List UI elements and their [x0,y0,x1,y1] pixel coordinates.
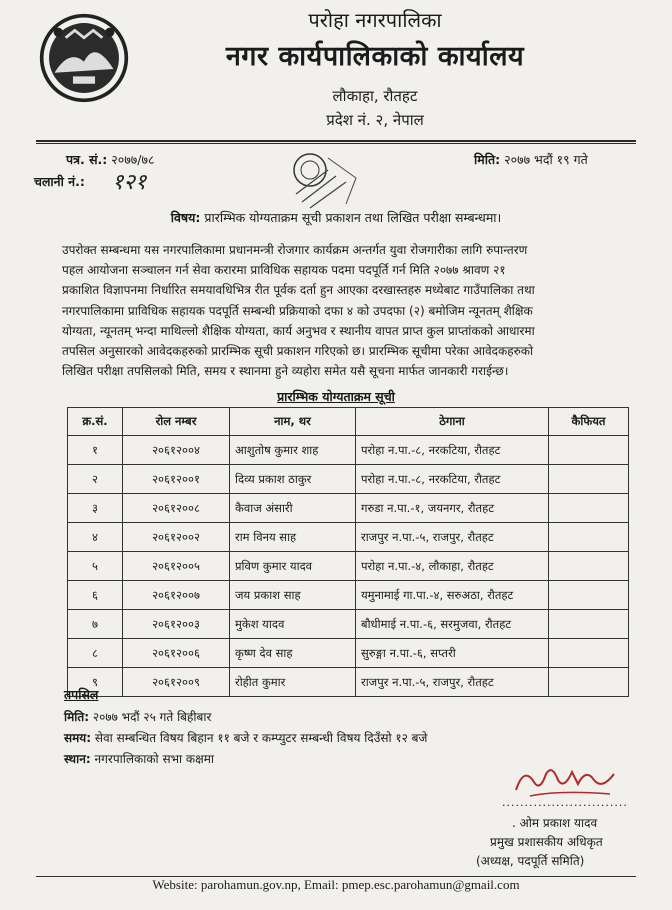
cell-remark [549,436,629,465]
table-row [68,465,629,494]
header-divider-thin [36,143,636,144]
cell-roll-number: २०६१२००१ [123,465,230,494]
cell-address: बौधीमाई न.पा.-६, सरमुजवा, रौतहट [356,610,549,639]
cell-address: परोहा न.पा.-८, नरकटिया, रौतहट [356,465,549,494]
cell-roll-number: २०६१२००४ [123,436,230,465]
cell-address: राजपुर न.पा.-५, राजपुर, रौतहट [356,523,549,552]
table-row [68,436,629,465]
cell-name: कैवाज अंसारी [230,494,356,523]
body-line: पहल आयोजना सञ्चालन गर्न सेवा करारमा प्राविधिक सहायक पदमा पदपूर्ति गर्न मिति २०७७ श्रावण २१ [62,263,506,278]
cell-remark [549,465,629,494]
cell-remark [549,552,629,581]
col-header-roll: रोल नम्बर [123,408,230,436]
table-row [68,581,629,610]
subject-text: प्रारम्भिक योग्यताक्रम सूची प्रकाशन तथा लिखित परीक्षा सम्बन्धमा। [204,210,502,225]
cell-sn: ९ [68,668,123,697]
subject-line [0,209,672,226]
cell-sn: ४ [68,523,123,552]
letter-date [474,151,588,168]
cell-name: रोहीत कुमार [230,668,356,697]
table-body [68,436,629,697]
cell-roll-number: २०६१२००५ [123,552,230,581]
table-row [68,639,629,668]
cell-sn: ८ [68,639,123,668]
cell-roll-number: २०६१२००६ [123,639,230,668]
municipality-name: परोहा नगरपालिका [308,8,442,32]
body-line: नगरपालिकामा प्राविधिक सहायक पदपूर्ति सम्बन्धी प्रक्रियाको दफा ४ को उपदफा (२) बमोजिम न्यूनतम् शैक्षिक [62,303,533,318]
cell-name: कृष्ण देव साह [230,639,356,668]
body-line: तपसिल अनुसारको आवेदकहरुको प्रारम्भिक सूची प्रकाशन गरिएको छ। प्रारम्भिक सूचीमा परेका आवेदकहरुको [62,344,534,359]
exam-date-label: मिति: [64,710,90,724]
signature-dots: ............................ [502,796,628,809]
cell-sn: ३ [68,494,123,523]
office-name: नगर कार्यपालिकाको कार्यालय [225,41,525,72]
cell-roll-number: २०६१२००८ [123,494,230,523]
office-province: प्रदेश नं. २, नेपाल [326,111,424,129]
col-header-name: नाम, थर [230,408,356,436]
cell-name: जय प्रकाश साह [230,581,356,610]
date-label: मिति: [474,152,501,167]
candidate-table [67,407,629,697]
cell-name: मुकेश यादव [230,610,356,639]
patra-label: पत्र. सं.: [66,152,108,167]
exam-date [64,708,211,725]
table-row [68,668,629,697]
cell-remark [549,610,629,639]
tapsil-heading: तपसिल [64,687,99,702]
cell-remark [549,523,629,552]
exam-date-value: २०७७ भदौं २५ गते बिहीबार [92,710,212,724]
cell-remark [549,668,629,697]
table-row [68,523,629,552]
cell-remark [549,494,629,523]
body-paragraph [62,240,622,381]
cell-sn: ७ [68,610,123,639]
chalani-number: १२१ [112,170,147,195]
cell-roll-number: २०६१२००७ [123,581,230,610]
cell-roll-number: २०६१२००३ [123,610,230,639]
signatory-title: प्रमुख प्रशासकीय अधिकृत [490,835,603,849]
cell-name: दिव्य प्रकाश ठाकुर [230,465,356,494]
cell-remark [549,581,629,610]
cell-roll-number: २०६१२००९ [123,668,230,697]
table-header-row [68,408,629,436]
exam-place [64,750,214,767]
cell-sn: १ [68,436,123,465]
cell-remark [549,639,629,668]
office-stamp-icon [288,148,368,210]
footer-contact: Website: parohamun.gov.np, Email: pmep.esc.parohamun@gmail.com [152,877,520,892]
exam-time-value: सेवा सम्बन्धित विषय बिहान ११ बजे र कम्प्युटर सम्बन्धी विषय दिउँसो १२ बजे [94,731,428,745]
table-row [68,494,629,523]
office-location: लौकाहा, रौतहट [332,87,418,105]
cell-address: सुरुङ्गा न.पा.-६, सप्तरी [356,639,549,668]
patra-value: २०७७/७८ [111,152,155,167]
cell-name: प्रविण कुमार यादव [230,552,356,581]
cell-address: राजपुर न.पा.-५, राजपुर, रौतहट [356,668,549,697]
signatory-name: . ओम प्रकाश यादव [512,816,598,830]
body-line: लिखित परीक्षा तपसिलको मिति, समय र स्थानमा हुने व्यहोरा समेत यसै सूचना मार्फत जानकारी गराईन्छ। [62,364,509,379]
cell-sn: ५ [68,552,123,581]
subject-label: विषय: [170,210,201,225]
cell-address: परोहा न.पा.-४, लौकाहा, रौतहट [356,552,549,581]
chalani-label: चलानी नं.: [34,174,85,189]
exam-time-label: समय: [64,731,92,745]
body-line: योग्यता, न्यूनतम् भन्दा माथिल्लो शैक्षिक योग्यता, कार्य अनुभव र स्थानीय वापत प्राप्त कुल प्राप्तांकको आधारमा [62,323,535,338]
nepal-government-emblem-icon [38,12,130,104]
cell-address: परोहा न.पा.-८, नरकटिया, रौतहट [356,436,549,465]
table-row [68,610,629,639]
cell-roll-number: २०६१२००२ [123,523,230,552]
exam-place-value: नगरपालिकाको सभा कक्षमा [94,752,215,766]
table-row [68,552,629,581]
cell-name: आशुतोष कुमार शाह [230,436,356,465]
exam-place-label: स्थान: [64,752,91,766]
col-header-sn: क्र.सं. [68,408,123,436]
signatory-role: (अध्यक्ष, पदपूर्ति समिति) [476,854,585,868]
col-header-address: ठेगाना [356,408,549,436]
cell-sn: २ [68,465,123,494]
header-divider [36,140,636,142]
cell-address: यमुनामाई गा.पा.-४, सरुअठा, रौतहट [356,581,549,610]
cell-address: गरुडा न.पा.-१, जयनगर, रौतहट [356,494,549,523]
table-title: प्रारम्भिक योग्यताक्रम सूची [277,389,395,404]
cell-sn: ६ [68,581,123,610]
exam-time [64,729,427,746]
body-line: प्रकाशित विज्ञापनमा निर्धारित समयावधिभित्र रीत पूर्वक दर्ता हुन आएका दरखास्तहरु मध्येबाट गाउँपालिका तथा [62,283,535,298]
body-line: उपरोक्त सम्बन्धमा यस नगरपालिकामा प्रधानमन्त्री रोजगार कार्यक्रम अन्तर्गत युवा रोजगारीका लागि रुपान्तरण [62,243,528,257]
cell-name: राम विनय साह [230,523,356,552]
date-value: २०७७ भदौं १९ गते [504,152,588,167]
col-header-remark: कैफियत [549,408,629,436]
